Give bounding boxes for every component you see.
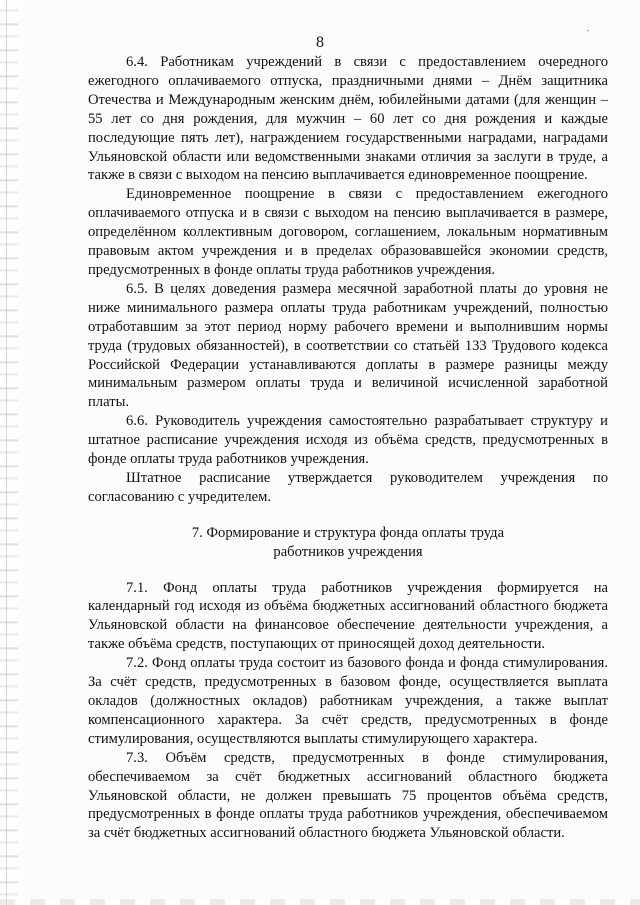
scan-binding-edge bbox=[0, 0, 18, 905]
section-7-heading bbox=[88, 524, 608, 562]
paragraph-7-3: 7.3. Объём средств, предусмотренных в фонде стимулирования, обеспечиваемом за счёт бюджетных ассигнований областного бюджета Ульяновской области, не должен превышать 75 процентов объёма средств, предусмотренных в фонде оплаты труда работников учреждения, обеспечиваемом за счёт бюджетных ассигнований областного бюджета Ульяновской области. bbox=[88, 749, 608, 842]
section-7-heading-line-1: 7. Формирование и структура фонда оплаты труда bbox=[191, 524, 505, 541]
paragraph-6-4-continued: Единовременное поощрение в связи с предоставлением ежегодного оплачиваемого отпуска и в связи с выходом на пенсию выплачивается в размере, определённом коллективным договором, соглашением, локальным нормативным правовым актом учреждения и в пределах образовавшейся экономии средств, предусмотренных в фонде оплаты труда работников учреждения. bbox=[88, 186, 608, 278]
paragraph-6-4: 6.4. Работникам учреждений в связи с предоставлением очередного ежегодного оплачиваемого отпуска, праздничными днями – Днём защитника Отечества и Международным женским днём, юбилейными датами (для женщин – 55 лет со дня рождения, для мужчин – 60 лет со дня рождения и каждые последующие пять лет), награждением государственными наградами, наградами Ульяновской области или ведомственными знаками отличия за заслуги в труде, а также в связи с выходом на пенсию выплачивается единовременное поощрение. bbox=[88, 54, 608, 184]
page-number: 8 bbox=[316, 34, 324, 51]
paragraph-6-6-continued: Штатное расписание утверждается руководителем учреждения по согласованию с учредителем. bbox=[88, 469, 608, 505]
document-body bbox=[88, 53, 608, 843]
section-7-heading-line-2: работников учреждения bbox=[273, 543, 423, 560]
paragraph-7-1: 7.1. Фонд оплаты труда работников учреждения формируется на календарный год исходя из объёма бюджетных ассигнований областного бюджета Ульяновской области на финансовое обеспечение деятельности учреждения, а также объёма средств, поступающих от приносящей доход деятельности. bbox=[88, 579, 608, 653]
corner-mark: ˏ bbox=[586, 20, 590, 32]
paragraph-6-5: 6.5. В целях доведения размера месячной заработной платы до уровня не ниже минимального размера оплаты труда работникам учреждений, полностью отработавшим за этот период норму рабочего времени и выполнившим нормы труда (трудовых обязанностей), в соответствии со статьёй 133 Трудового кодекса Российской Федерации устанавливаются доплаты в размере разницы между минимальным размером оплаты труда и величиной исчисленной заработной платы. bbox=[88, 280, 608, 411]
scan-edge-line bbox=[6, 0, 7, 905]
paragraph-6-6: 6.6. Руководитель учреждения самостоятельно разрабатывает структуру и штатное расписание учреждения исходя из объёма средств, предусмотренных в фонде оплаты труда работников учреждения. bbox=[88, 413, 608, 468]
paragraph-7-2: 7.2. Фонд оплаты труда состоит из базового фонда и фонда стимулирования. За счёт средств, предусмотренных в базовом фонде, осуществляется выплата окладов (должностных окладов) работникам учреждения, а также выплат компенсационного характера. За счёт средств, предусмотренных в фонде стимулирования, осуществляются выплаты стимулирующего характера. bbox=[88, 655, 608, 747]
scan-bottom-edge bbox=[0, 899, 640, 905]
